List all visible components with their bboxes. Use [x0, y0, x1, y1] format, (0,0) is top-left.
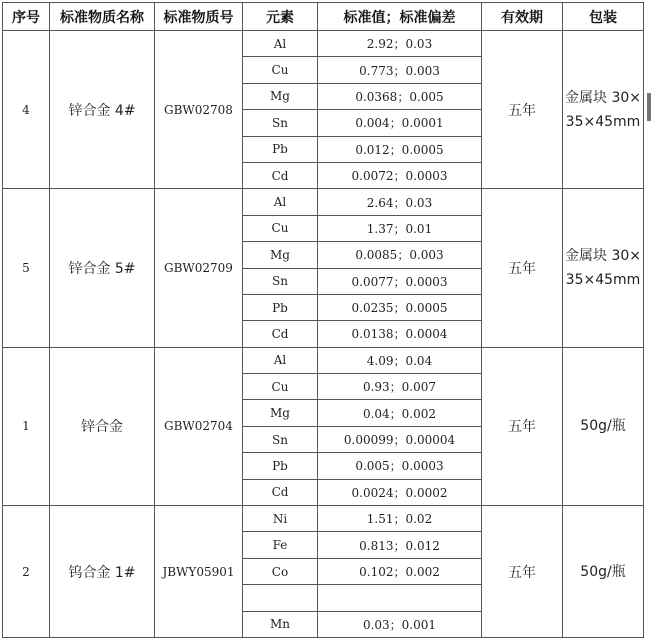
package-line-2: 35×45mm [565, 272, 641, 289]
standard-value-cell: 2.92；0.03 [318, 31, 482, 57]
table-row [3, 506, 644, 532]
package-line-1: 金属块 30× [565, 248, 641, 265]
package-line-1: 50g/瓶 [580, 418, 626, 435]
standard-value-cell: 1.37；0.01 [318, 215, 482, 241]
standard-value-cell: 0.0368；0.005 [318, 83, 482, 109]
standard-value-cell: 2.64；0.03 [318, 189, 482, 215]
material-name-cell: 锌合金 [50, 347, 155, 505]
validity-period-cell: 五年 [482, 189, 563, 347]
package-line-1: 金属块 30× [565, 89, 641, 106]
element-cell: Pb [243, 294, 318, 320]
standard-value-cell: 0.0138；0.0004 [318, 321, 482, 347]
header-code: 标准物质号 [155, 3, 243, 31]
standard-value-cell: 0.03；0.001 [318, 611, 482, 637]
material-code-cell: GBW02708 [155, 31, 243, 189]
seq-cell: 1 [3, 347, 50, 505]
table-row [3, 31, 644, 57]
standard-value-cell: 0.005；0.0003 [318, 453, 482, 479]
element-cell: Ni [243, 506, 318, 532]
validity-period-cell: 五年 [482, 31, 563, 189]
element-cell: Pb [243, 136, 318, 162]
standard-value-cell: 0.012；0.0005 [318, 136, 482, 162]
validity-period-cell: 五年 [482, 347, 563, 505]
standard-value-cell: 0.0024；0.0002 [318, 479, 482, 505]
element-cell: Pb [243, 453, 318, 479]
package-cell [563, 506, 644, 638]
standard-value-cell: 0.102；0.002 [318, 558, 482, 584]
element-cell: Mg [243, 242, 318, 268]
seq-cell: 2 [3, 506, 50, 638]
standard-value-cell: 0.0077；0.0003 [318, 268, 482, 294]
header-row [3, 3, 644, 31]
element-cell: Al [243, 347, 318, 373]
header-name: 标准物质名称 [50, 3, 155, 31]
header-seq: 序号 [3, 3, 50, 31]
material-code-cell: JBWY05901 [155, 506, 243, 638]
element-cell: Fe [243, 532, 318, 558]
element-cell: Cd [243, 479, 318, 505]
scrollbar-thumb[interactable] [647, 93, 651, 121]
header-element: 元素 [243, 3, 318, 31]
package-cell [563, 31, 644, 189]
standard-value-cell: 0.00099；0.00004 [318, 426, 482, 452]
standard-value-cell: 0.0085；0.003 [318, 242, 482, 268]
element-cell: Cu [243, 374, 318, 400]
standard-value-cell [318, 585, 482, 611]
material-name-cell: 钨合金 1# [50, 506, 155, 638]
material-name-cell: 锌合金 4# [50, 31, 155, 189]
element-cell: Sn [243, 110, 318, 136]
element-cell: Al [243, 189, 318, 215]
element-cell [243, 585, 318, 611]
element-cell: Cu [243, 215, 318, 241]
standard-value-cell: 0.0072；0.0003 [318, 162, 482, 188]
element-cell: Cd [243, 321, 318, 347]
material-code-cell: GBW02709 [155, 189, 243, 347]
element-cell: Cu [243, 57, 318, 83]
package-cell [563, 189, 644, 347]
element-cell: Co [243, 558, 318, 584]
standard-value-cell: 4.09；0.04 [318, 347, 482, 373]
standard-value-cell: 1.51；0.02 [318, 506, 482, 532]
standard-value-cell: 0.0235；0.0005 [318, 294, 482, 320]
package-line-1: 50g/瓶 [580, 563, 626, 580]
element-cell: Sn [243, 268, 318, 294]
package-line-2: 35×45mm [565, 113, 641, 130]
element-cell: Al [243, 31, 318, 57]
element-cell: Mg [243, 83, 318, 109]
standard-materials-table [2, 2, 644, 638]
standard-value-cell: 0.773；0.003 [318, 57, 482, 83]
standard-value-cell: 0.813；0.012 [318, 532, 482, 558]
table-row [3, 347, 644, 373]
standard-value-cell: 0.04；0.002 [318, 400, 482, 426]
seq-cell: 5 [3, 189, 50, 347]
header-period: 有效期 [482, 3, 563, 31]
standard-value-cell: 0.93；0.007 [318, 374, 482, 400]
header-package: 包装 [563, 3, 644, 31]
standard-value-cell: 0.004；0.0001 [318, 110, 482, 136]
table-row [3, 189, 644, 215]
package-cell [563, 347, 644, 505]
header-value: 标准值；标准偏差 [318, 3, 482, 31]
element-cell: Mg [243, 400, 318, 426]
material-code-cell: GBW02704 [155, 347, 243, 505]
element-cell: Cd [243, 162, 318, 188]
material-name-cell: 锌合金 5# [50, 189, 155, 347]
table-body [3, 31, 644, 638]
validity-period-cell: 五年 [482, 506, 563, 638]
element-cell: Sn [243, 426, 318, 452]
element-cell: Mn [243, 611, 318, 637]
seq-cell: 4 [3, 31, 50, 189]
